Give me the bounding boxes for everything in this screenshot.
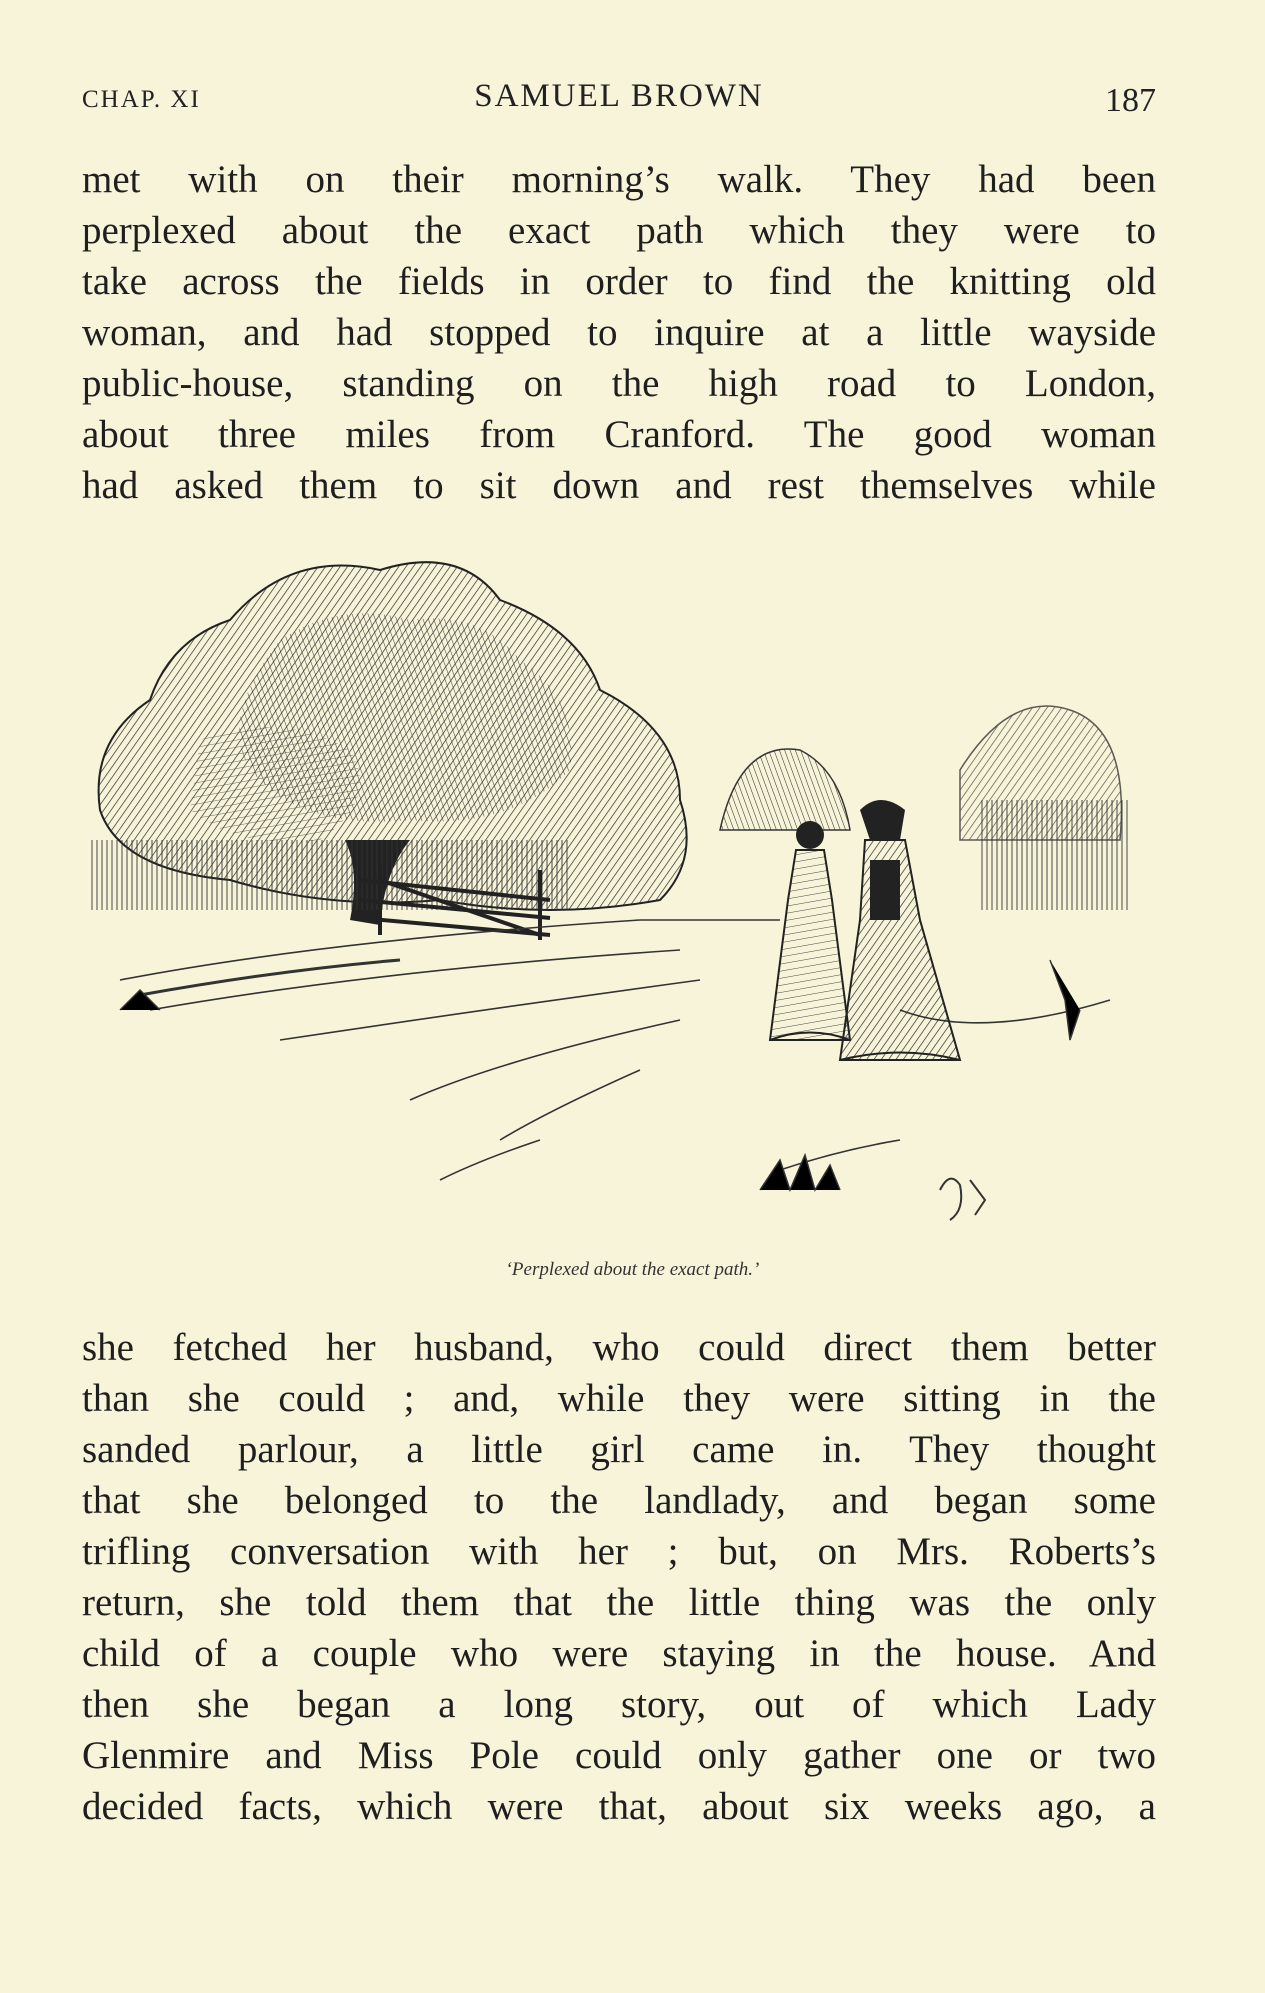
text-line: perplexed about the exact path which they were to [82, 209, 1156, 252]
text-line: about three miles from Cranford. The good woman [82, 413, 1156, 456]
chapter-label: CHAP. XI [82, 86, 201, 113]
text-line: public-house, standing on the high road to London, [82, 362, 1156, 405]
text-block-bottom [82, 1322, 1156, 1832]
text-line: take across the fields in order to find the knitting old [82, 260, 1156, 303]
text-line: than she could ; and, while they were sitting in the [82, 1377, 1156, 1420]
text-line: she fetched her husband, who could direct them better [82, 1326, 1156, 1369]
text-line: Glenmire and Miss Pole could only gather one or two [82, 1734, 1156, 1777]
figure-woman-left [770, 821, 850, 1040]
running-title: SAMUEL BROWN [474, 78, 764, 114]
text-line: had asked them to sit down and rest themselves while [82, 464, 1156, 507]
fence-right [980, 800, 1130, 910]
illustration-caption: ‘Perplexed about the exact path.’ [505, 1259, 760, 1280]
running-head [82, 78, 1156, 128]
artist-monogram [940, 1179, 985, 1220]
text-line: met with on their morning’s walk. They had been [82, 158, 1156, 201]
text-line: then she began a long story, out of which Lady [82, 1683, 1156, 1726]
text-block-top [82, 154, 1156, 511]
text-line: decided facts, which were that, about six weeks ago, a [82, 1785, 1156, 1828]
hedge-left [90, 840, 570, 910]
text-line: woman, and had stopped to inquire at a little wayside [82, 311, 1156, 354]
text-line: return, she told them that the little thing was the only [82, 1581, 1156, 1624]
country-road [120, 920, 1110, 1180]
text-line: child of a couple who were staying in the house. And [82, 1632, 1156, 1675]
figure-woman-right [840, 800, 960, 1060]
text-line: sanded parlour, a little girl came in. They thought [82, 1428, 1156, 1471]
text-line: that she belonged to the landlady, and began some [82, 1479, 1156, 1522]
page-number: 187 [1105, 82, 1156, 119]
illustration-country-path [80, 540, 1160, 1270]
bushes-right [720, 749, 850, 830]
text-line: trifling conversation with her ; but, on Mrs. Roberts’s [82, 1530, 1156, 1573]
